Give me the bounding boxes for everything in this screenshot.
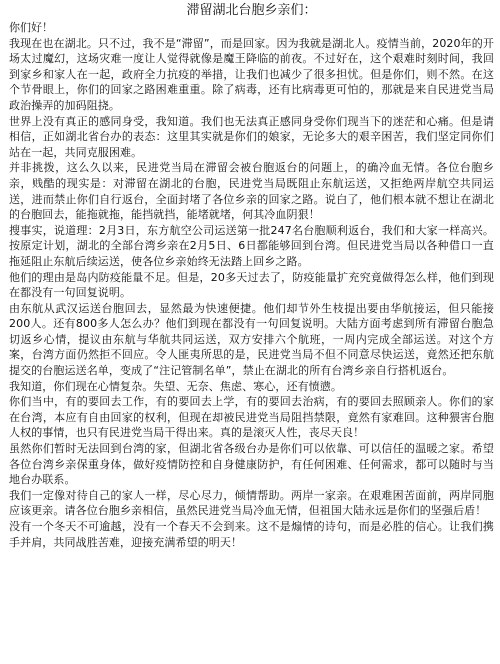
paragraph-5: 他们的理由是岛内防疫能量不足。但是，20多天过去了，防疫能量扩充究竟做得怎么样，他们到现在都没有一句回复说明。	[9, 270, 494, 300]
paragraph-7: 我知道，你们现在心情复杂。失望、无奈、焦虑、寒心，还有愤懑。	[9, 379, 342, 393]
paragraph-2: 世界上没有真正的感同身受，我知道。我们也无法真正感同身受你们现当下的迷茫和心痛。但是请相信，正如湖北省台办的表态：这里其实就是你们的娘家，无论多大的艰辛困苦，我们坚定同你们站在一起，共同克服困难。	[9, 114, 494, 159]
letter-title: 滞留湖北台胞乡亲们：	[186, 3, 317, 18]
paragraph-4: 搜事实，说道理：2月3日，东方航空公司运送第一批247名台胞顺利返台，我们和大家一样高兴。按原定计划，湖北的全部台湾乡亲在2月5日、6日都能够回到台湾。但民进党当局以各种借口一直拖延阻止东航后续运送，使各位乡亲始终无法踏上回乡之路。	[9, 223, 494, 268]
paragraph-9: 虽然你们暂时无法回到台湾的家，但湖北省各级台办是你们可以依靠、可以信任的温暖之家。希望各位台湾乡亲保重身体，做好疫情防控和自身健康防护，有任何困难、任何需求，都可以随时与当地台办联系。	[9, 442, 494, 487]
paragraph-11: 没有一个冬天不可逾越，没有一个春天不会到来。这不是煽情的诗句，而是必胜的信心。让我们携手并肩，共同战胜苦难，迎接充满希望的明天！	[9, 520, 494, 549]
paragraph-8: 你们当中，有的要回去工作，有的要回去上学，有的要回去治病，有的要回去照顾亲人。你们的家在台湾，本应有自由回家的权利，但现在却被民进党当局阻挡禁限，竟然有家难回。这种猥害台胞人权的事情，也只有民进党当局干得出来。真的是滚灭人性，丧尽天良！	[9, 395, 494, 440]
paragraph-6: 由东航从武汉运送台胞回去，显然最为快速便捷。他们却节外生枝提出要由华航接运，但只能接200人。还有800多人怎么办？他们到现在都没有一句回复说明。大陆方面考虑到所有滞留台胞急切返乡心情，提议由东航与华航共同运送，双方安排六个航班，一周内完成全部运送。对这个方案，台湾方面仍然拒不回应。令人匪夷所思的是，民进党当局不但不同意尽快运送，竟然还把东航提交的台胞运送名单，变成了“注记管制名单”，禁止在湖北的所有台湾乡亲自行搭机返台。	[9, 301, 494, 378]
letter-greeting: 你们好！	[9, 21, 53, 34]
paragraph-3: 并非挑拨，这么久以来，民进党当局在滞留会被台胞返台的问题上，的确冷血无情。各位台胞乡亲，贱酷的现实是：对滞留在湖北的台胞，民进党当局既阻止东航运送，又拒绝两岸航空共同运送，进而禁止你们自行返台，全面封堵了各位乡亲的回家之路。说白了，他们根本就不想让在湖北的台胞回去，能拖就拖，能挡就挡，能堵就堵，何其冷血阴狠！	[9, 161, 494, 222]
paragraph-1: 我现在也在湖北。只不过，我不是“滞留”，而是回家。因为我就是湖北人。疫情当前，2020年的开场太过魔幻，这场灾难一度让人觉得就像是魔王降临的前夜。不过好在，这个艰难时刻时间，我回到家乡和家人在一起，政府全力抗疫的举措，让我们也减少了很多担忧。但是你们，则不然。在这个节骨眼上，你们的回家之路困难重重。除了病毒，还有比病毒更可怕的，那就是来自民进党当局政治操弄的加码阻挠。	[9, 36, 494, 112]
paragraph-10: 我们一定像对待自己的家人一样，尽心尽力，倾情帮助。两岸一家亲。在艰难困苦面前，两岸同胞应该更亲。请各位台胞乡亲相信，虽然民进党当局冷血无情，但祖国大陆永远是你们的坚强后盾！	[9, 488, 494, 518]
